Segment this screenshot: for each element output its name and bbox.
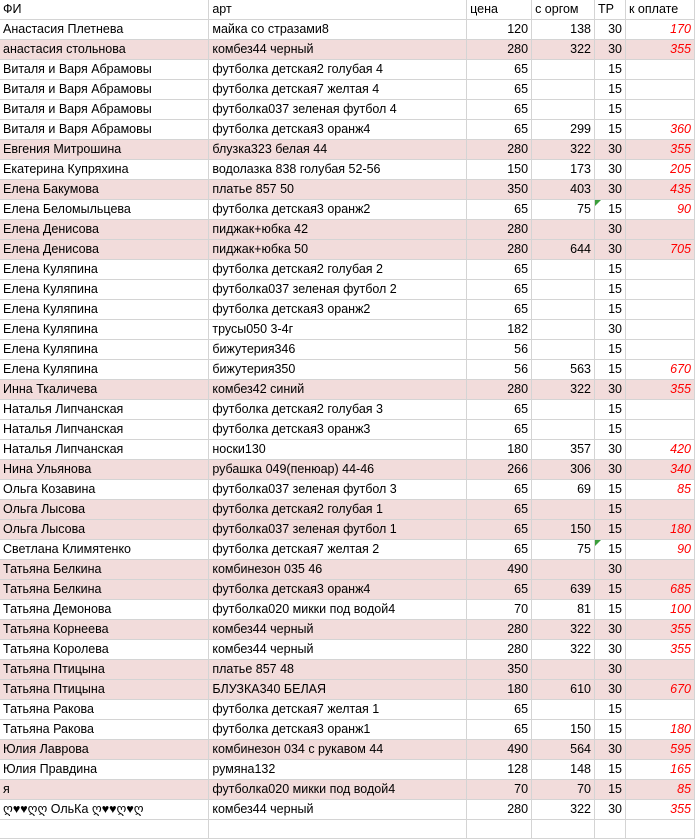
- cell-article[interactable]: футболка детская7 желтая 2: [209, 540, 467, 560]
- cell-price[interactable]: 65: [467, 400, 532, 420]
- cell-price[interactable]: 180: [467, 680, 532, 700]
- table-row: [0, 200, 695, 220]
- table-row: [0, 240, 695, 260]
- cell-name[interactable]: Евгения Митрошина: [0, 140, 209, 160]
- cell-name[interactable]: Виталя и Варя Абрамовы: [0, 60, 209, 80]
- cell-name[interactable]: Ольга Козавина: [0, 480, 209, 500]
- cell-article[interactable]: футболка детская2 голубая 2: [209, 260, 467, 280]
- cell-with-org[interactable]: 69: [532, 480, 595, 500]
- cell-with-org[interactable]: [532, 660, 595, 680]
- cell-name[interactable]: Татьяна Корнеева: [0, 620, 209, 640]
- cell-name[interactable]: ღ♥♥ღღ ОльКа ღ♥♥ღ♥ღ: [0, 800, 209, 820]
- cell-with-org[interactable]: [532, 420, 595, 440]
- cell-name[interactable]: Татьяна Ракова: [0, 700, 209, 720]
- cell-tr[interactable]: 15: [595, 420, 626, 440]
- cell-to-pay[interactable]: 180: [625, 520, 694, 540]
- cell-with-org[interactable]: 564: [532, 740, 595, 760]
- cell-name[interactable]: Нина Ульянова: [0, 460, 209, 480]
- cell-with-org[interactable]: 148: [532, 760, 595, 780]
- header-cell-tr[interactable]: ТР: [595, 0, 626, 20]
- cell-with-org[interactable]: 639: [532, 580, 595, 600]
- cell-name[interactable]: Елена Денисова: [0, 220, 209, 240]
- cell-article[interactable]: футболка детская2 голубая 3: [209, 400, 467, 420]
- table-row: [0, 640, 695, 660]
- table-row: [0, 540, 695, 560]
- table-row: [0, 320, 695, 340]
- cell-article[interactable]: комбез44 черный: [209, 40, 467, 60]
- cell-article[interactable]: футболка детская3 оранж1: [209, 720, 467, 740]
- cell-to-pay[interactable]: 595: [625, 740, 694, 760]
- cell-price[interactable]: 56: [467, 360, 532, 380]
- table-row: [0, 20, 695, 40]
- cell-with-org[interactable]: [532, 500, 595, 520]
- cell-to-pay[interactable]: [625, 660, 694, 680]
- cell-price[interactable]: 120: [467, 20, 532, 40]
- cell-to-pay[interactable]: 100: [625, 600, 694, 620]
- cell-price[interactable]: 180: [467, 440, 532, 460]
- header-cell-name[interactable]: ФИ: [0, 0, 209, 20]
- cell-price[interactable]: 70: [467, 600, 532, 620]
- cell-article[interactable]: футболка детская2 голубая 1: [209, 500, 467, 520]
- cell-to-pay[interactable]: 355: [625, 640, 694, 660]
- cell-article[interactable]: футболка детская7 желтая 4: [209, 80, 467, 100]
- table-row: [0, 660, 695, 680]
- cell-article[interactable]: футболка037 зеленая футбол 1: [209, 520, 467, 540]
- cell-tr[interactable]: 15: [595, 520, 626, 540]
- cell-price[interactable]: 65: [467, 520, 532, 540]
- cell-tr[interactable]: 15: [595, 500, 626, 520]
- cell-to-pay[interactable]: 705: [625, 240, 694, 260]
- cell-article[interactable]: БЛУЗКА340 БЕЛАЯ: [209, 680, 467, 700]
- table-row: [0, 480, 695, 500]
- cell-name[interactable]: Ольга Лысова: [0, 500, 209, 520]
- cell-article[interactable]: футболка020 микки под водой4: [209, 600, 467, 620]
- cell-price[interactable]: 65: [467, 100, 532, 120]
- cell-tr[interactable]: 30: [595, 140, 626, 160]
- cell-tr[interactable]: 15: [595, 60, 626, 80]
- cell-to-pay[interactable]: [625, 60, 694, 80]
- cell-article[interactable]: бижутерия346: [209, 340, 467, 360]
- cell-price[interactable]: 128: [467, 760, 532, 780]
- cell-to-pay[interactable]: 165: [625, 760, 694, 780]
- cell-article[interactable]: комбез44 черный: [209, 620, 467, 640]
- cell-to-pay[interactable]: [625, 400, 694, 420]
- cell-with-org[interactable]: [532, 280, 595, 300]
- table-row: [0, 380, 695, 400]
- table-row: [0, 80, 695, 100]
- cell-tr[interactable]: 30: [595, 660, 626, 680]
- cell-tr[interactable]: 15: [595, 760, 626, 780]
- cell-article[interactable]: комбинезон 034 с рукавом 44: [209, 740, 467, 760]
- table-row: [0, 500, 695, 520]
- cell-to-pay[interactable]: [625, 280, 694, 300]
- cell-with-org[interactable]: [532, 300, 595, 320]
- cell-price[interactable]: 266: [467, 460, 532, 480]
- cell-name[interactable]: Елена Куляпина: [0, 340, 209, 360]
- table-row: [0, 180, 695, 200]
- cell-article[interactable]: футболка детская3 оранж2: [209, 200, 467, 220]
- cell-price[interactable]: 280: [467, 800, 532, 820]
- cell-with-org[interactable]: 563: [532, 360, 595, 380]
- cell-price[interactable]: 350: [467, 180, 532, 200]
- cell-to-pay[interactable]: [625, 420, 694, 440]
- cell-name[interactable]: Татьяна Белкина: [0, 580, 209, 600]
- cell-price[interactable]: 65: [467, 120, 532, 140]
- table-row: [0, 600, 695, 620]
- cell-name[interactable]: Елена Куляпина: [0, 260, 209, 280]
- cell-article[interactable]: рубашка 049(пенюар) 44-46: [209, 460, 467, 480]
- cell-with-org[interactable]: 138: [532, 20, 595, 40]
- cell-name[interactable]: Татьяна Королева: [0, 640, 209, 660]
- cell-to-pay[interactable]: 355: [625, 380, 694, 400]
- cell-price[interactable]: 65: [467, 700, 532, 720]
- cell-price[interactable]: 65: [467, 480, 532, 500]
- cell-tr[interactable]: 15: [595, 80, 626, 100]
- cell-tr[interactable]: 15: [595, 340, 626, 360]
- cell-with-org[interactable]: [532, 80, 595, 100]
- cell-price[interactable]: 65: [467, 60, 532, 80]
- cell-tr[interactable]: 30: [595, 800, 626, 820]
- table-row: [0, 440, 695, 460]
- cell-tr[interactable]: 15: [595, 780, 626, 800]
- cell-to-pay[interactable]: 435: [625, 180, 694, 200]
- cell-tr[interactable]: 30: [595, 620, 626, 640]
- table-row: [0, 560, 695, 580]
- cell-name[interactable]: Светлана Климятенко: [0, 540, 209, 560]
- cell-tr[interactable]: 30: [595, 180, 626, 200]
- cell-price[interactable]: 490: [467, 740, 532, 760]
- table-row: [0, 520, 695, 540]
- cell-with-org[interactable]: 357: [532, 440, 595, 460]
- cell-article[interactable]: футболка детская3 оранж2: [209, 300, 467, 320]
- header-row: [0, 0, 695, 20]
- cell-tr[interactable]: 15: [595, 580, 626, 600]
- cell-to-pay[interactable]: [625, 220, 694, 240]
- cell-with-org[interactable]: [532, 340, 595, 360]
- cell-name[interactable]: Виталя и Варя Абрамовы: [0, 120, 209, 140]
- cell-to-pay[interactable]: 355: [625, 140, 694, 160]
- cell-price[interactable]: 65: [467, 500, 532, 520]
- table-row: [0, 620, 695, 640]
- cell-article[interactable]: водолазка 838 голубая 52-56: [209, 160, 467, 180]
- table-row: [0, 720, 695, 740]
- cell-name[interactable]: Юлия Правдина: [0, 760, 209, 780]
- cell-price[interactable]: 182: [467, 320, 532, 340]
- table-row: [0, 40, 695, 60]
- cell-to-pay[interactable]: 205: [625, 160, 694, 180]
- table-row: [0, 700, 695, 720]
- cell-with-org[interactable]: [532, 60, 595, 80]
- table-row: [0, 400, 695, 420]
- header-cell-article[interactable]: арт: [209, 0, 467, 20]
- cell-with-org[interactable]: 81: [532, 600, 595, 620]
- cell-price[interactable]: 65: [467, 720, 532, 740]
- table-row: [0, 260, 695, 280]
- cell-with-org[interactable]: 610: [532, 680, 595, 700]
- cell-with-org[interactable]: 322: [532, 620, 595, 640]
- cell-article[interactable]: футболка детская2 голубая 4: [209, 60, 467, 80]
- cell-to-pay[interactable]: [625, 320, 694, 340]
- table-row: [0, 740, 695, 760]
- cell-tr[interactable]: 15: [595, 540, 626, 560]
- cell-tr[interactable]: 15: [595, 600, 626, 620]
- cell-to-pay[interactable]: 170: [625, 20, 694, 40]
- cell-tr[interactable]: 30: [595, 240, 626, 260]
- cell-tr[interactable]: 30: [595, 460, 626, 480]
- cell-tr[interactable]: 30: [595, 160, 626, 180]
- cell-to-pay[interactable]: [625, 560, 694, 580]
- cell-article[interactable]: трусы050 3-4г: [209, 320, 467, 340]
- cell-article[interactable]: футболка детская3 оранж3: [209, 420, 467, 440]
- cell-article[interactable]: футболка детская7 желтая 1: [209, 700, 467, 720]
- cell-with-org[interactable]: 306: [532, 460, 595, 480]
- cell-price[interactable]: 65: [467, 420, 532, 440]
- table-row: [0, 800, 695, 820]
- cell-to-pay[interactable]: 670: [625, 360, 694, 380]
- cell-name[interactable]: Екатерина Купряхина: [0, 160, 209, 180]
- table-row: [0, 60, 695, 80]
- table-row: [0, 280, 695, 300]
- cell-with-org[interactable]: [532, 220, 595, 240]
- cell-price[interactable]: 280: [467, 640, 532, 660]
- table-row: [0, 100, 695, 120]
- cell-price[interactable]: 65: [467, 280, 532, 300]
- header-cell-with-org[interactable]: с оргом: [532, 0, 595, 20]
- cell-tr[interactable]: 15: [595, 260, 626, 280]
- cell-name[interactable]: анастасия стольнова: [0, 40, 209, 60]
- cell-tr[interactable]: 30: [595, 640, 626, 660]
- cell-tr[interactable]: 15: [595, 360, 626, 380]
- cell-tr[interactable]: 30: [595, 320, 626, 340]
- cell-name[interactable]: Юлия Лаврова: [0, 740, 209, 760]
- cell-with-org[interactable]: 322: [532, 40, 595, 60]
- cell-price[interactable]: 65: [467, 200, 532, 220]
- cell-name[interactable]: Елена Куляпина: [0, 280, 209, 300]
- cell-with-org[interactable]: [532, 320, 595, 340]
- cell-to-pay[interactable]: 90: [625, 540, 694, 560]
- cell-price[interactable]: 150: [467, 160, 532, 180]
- cell-to-pay[interactable]: [625, 300, 694, 320]
- cell-price[interactable]: 65: [467, 260, 532, 280]
- cell-article[interactable]: футболка037 зеленая футбол 4: [209, 100, 467, 120]
- cell-tr[interactable]: 30: [595, 40, 626, 60]
- cell-name[interactable]: Елена Беломыльцева: [0, 200, 209, 220]
- cell-price[interactable]: 280: [467, 40, 532, 60]
- cell-name[interactable]: Татьяна Ракова: [0, 720, 209, 740]
- cell-article[interactable]: комбез42 синий: [209, 380, 467, 400]
- table-row: [0, 680, 695, 700]
- cell-price[interactable]: 70: [467, 780, 532, 800]
- table-row: [0, 140, 695, 160]
- cell-with-org[interactable]: 299: [532, 120, 595, 140]
- cell-name[interactable]: Елена Денисова: [0, 240, 209, 260]
- table-row: [0, 300, 695, 320]
- cell-article[interactable]: комбез44 черный: [209, 800, 467, 820]
- cell-to-pay[interactable]: 685: [625, 580, 694, 600]
- cell-article[interactable]: футболка037 зеленая футбол 2: [209, 280, 467, 300]
- cell-tr[interactable]: 30: [595, 680, 626, 700]
- header-cell-price[interactable]: цена: [467, 0, 532, 20]
- cell-with-org[interactable]: [532, 400, 595, 420]
- cell-to-pay[interactable]: 90: [625, 200, 694, 220]
- cell-price[interactable]: 65: [467, 580, 532, 600]
- cell-with-org[interactable]: [532, 700, 595, 720]
- table-row: [0, 780, 695, 800]
- cell-name[interactable]: Анастасия Плетнева: [0, 20, 209, 40]
- cell-name[interactable]: Татьяна Птицына: [0, 660, 209, 680]
- cell-to-pay[interactable]: 355: [625, 800, 694, 820]
- cell-price[interactable]: 280: [467, 240, 532, 260]
- cell-article[interactable]: платье 857 48: [209, 660, 467, 680]
- cell-name[interactable]: Наталья Липчанская: [0, 420, 209, 440]
- cell-with-org[interactable]: [532, 560, 595, 580]
- cell-price[interactable]: 350: [467, 660, 532, 680]
- cell-name[interactable]: Инна Ткаличева: [0, 380, 209, 400]
- cell-to-pay[interactable]: 670: [625, 680, 694, 700]
- cell-with-org[interactable]: [532, 260, 595, 280]
- cell-article[interactable]: футболка детская3 оранж4: [209, 580, 467, 600]
- cell-with-org[interactable]: 150: [532, 520, 595, 540]
- table-row: [0, 340, 695, 360]
- cell-name[interactable]: Елена Куляпина: [0, 320, 209, 340]
- cell-name[interactable]: Виталя и Варя Абрамовы: [0, 80, 209, 100]
- cell-with-org[interactable]: 322: [532, 640, 595, 660]
- cell-tr[interactable]: 15: [595, 720, 626, 740]
- cell-name[interactable]: Ольга Лысова: [0, 520, 209, 540]
- cell-price[interactable]: 56: [467, 340, 532, 360]
- cell-article[interactable]: блузка323 белая 44: [209, 140, 467, 160]
- cell-to-pay[interactable]: [625, 340, 694, 360]
- cell-with-org[interactable]: 70: [532, 780, 595, 800]
- cell-article[interactable]: румяна132: [209, 760, 467, 780]
- cell-price[interactable]: 280: [467, 140, 532, 160]
- cell-article[interactable]: платье 857 50: [209, 180, 467, 200]
- cell-to-pay[interactable]: [625, 100, 694, 120]
- cell-to-pay[interactable]: 360: [625, 120, 694, 140]
- cell-to-pay[interactable]: 85: [625, 780, 694, 800]
- cell-article[interactable]: футболка детская3 оранж4: [209, 120, 467, 140]
- table-row: [0, 360, 695, 380]
- cell-with-org[interactable]: 403: [532, 180, 595, 200]
- cell-price[interactable]: 280: [467, 380, 532, 400]
- cell-article[interactable]: бижутерия350: [209, 360, 467, 380]
- cell-name[interactable]: Наталья Липчанская: [0, 400, 209, 420]
- cell-with-org[interactable]: 644: [532, 240, 595, 260]
- cell-with-org[interactable]: 322: [532, 800, 595, 820]
- cell-tr[interactable]: 30: [595, 740, 626, 760]
- table-row: [0, 580, 695, 600]
- cell-with-org[interactable]: 322: [532, 380, 595, 400]
- cell-tr[interactable]: 30: [595, 440, 626, 460]
- cell-with-org[interactable]: 75: [532, 540, 595, 560]
- cell-with-org[interactable]: 150: [532, 720, 595, 740]
- cell-with-org[interactable]: [532, 100, 595, 120]
- cell-article[interactable]: футболка037 зеленая футбол 3: [209, 480, 467, 500]
- cell-to-pay[interactable]: [625, 260, 694, 280]
- cell-to-pay[interactable]: 180: [625, 720, 694, 740]
- cell-tr[interactable]: 15: [595, 400, 626, 420]
- cell-price[interactable]: 65: [467, 540, 532, 560]
- cell-tr[interactable]: 15: [595, 100, 626, 120]
- cell-to-pay[interactable]: [625, 700, 694, 720]
- cell-price[interactable]: 65: [467, 300, 532, 320]
- cell-article[interactable]: футболка020 микки под водой4: [209, 780, 467, 800]
- table-row: [0, 420, 695, 440]
- cell-name[interactable]: я: [0, 780, 209, 800]
- cell-tr[interactable]: 30: [595, 380, 626, 400]
- cell-name[interactable]: Виталя и Варя Абрамовы: [0, 100, 209, 120]
- cell-to-pay[interactable]: [625, 500, 694, 520]
- cell-tr[interactable]: 15: [595, 280, 626, 300]
- cell-name[interactable]: Елена Куляпина: [0, 300, 209, 320]
- cell-price[interactable]: 280: [467, 620, 532, 640]
- cell-article[interactable]: носки130: [209, 440, 467, 460]
- cell-with-org[interactable]: 75: [532, 200, 595, 220]
- cell-article[interactable]: майка со стразами8: [209, 20, 467, 40]
- cell-article[interactable]: пиджак+юбка 42: [209, 220, 467, 240]
- cell-tr[interactable]: 30: [595, 220, 626, 240]
- cell-name[interactable]: Елена Куляпина: [0, 360, 209, 380]
- cell-article[interactable]: комбинезон 035 46: [209, 560, 467, 580]
- table-row: [0, 760, 695, 780]
- cell-article[interactable]: пиджак+юбка 50: [209, 240, 467, 260]
- cell-name[interactable]: Татьяна Белкина: [0, 560, 209, 580]
- cell-to-pay[interactable]: 355: [625, 620, 694, 640]
- cell-to-pay[interactable]: [625, 80, 694, 100]
- cell-with-org[interactable]: 173: [532, 160, 595, 180]
- cell-tr[interactable]: 30: [595, 20, 626, 40]
- cell-name[interactable]: Наталья Липчанская: [0, 440, 209, 460]
- cell-tr[interactable]: 15: [595, 120, 626, 140]
- cell-with-org[interactable]: 322: [532, 140, 595, 160]
- cell-name[interactable]: Елена Бакумова: [0, 180, 209, 200]
- cell-to-pay[interactable]: 85: [625, 480, 694, 500]
- table-row: [0, 120, 695, 140]
- cell-name[interactable]: Татьяна Птицына: [0, 680, 209, 700]
- cell-tr[interactable]: 15: [595, 700, 626, 720]
- table-row: [0, 220, 695, 240]
- cell-tr[interactable]: 15: [595, 300, 626, 320]
- cell-to-pay[interactable]: 340: [625, 460, 694, 480]
- cell-tr[interactable]: 15: [595, 480, 626, 500]
- cell-article[interactable]: комбез44 черный: [209, 640, 467, 660]
- table-row: [0, 460, 695, 480]
- cell-tr[interactable]: 30: [595, 560, 626, 580]
- cell-price[interactable]: 280: [467, 220, 532, 240]
- cell-to-pay[interactable]: 355: [625, 40, 694, 60]
- cell-tr[interactable]: 15: [595, 200, 626, 220]
- cell-price[interactable]: 490: [467, 560, 532, 580]
- cell-to-pay[interactable]: 420: [625, 440, 694, 460]
- header-cell-to-pay[interactable]: к оплате: [625, 0, 694, 20]
- cell-price[interactable]: 65: [467, 80, 532, 100]
- table-row: [0, 160, 695, 180]
- table-body: [0, 20, 695, 839]
- cell-name[interactable]: Татьяна Демонова: [0, 600, 209, 620]
